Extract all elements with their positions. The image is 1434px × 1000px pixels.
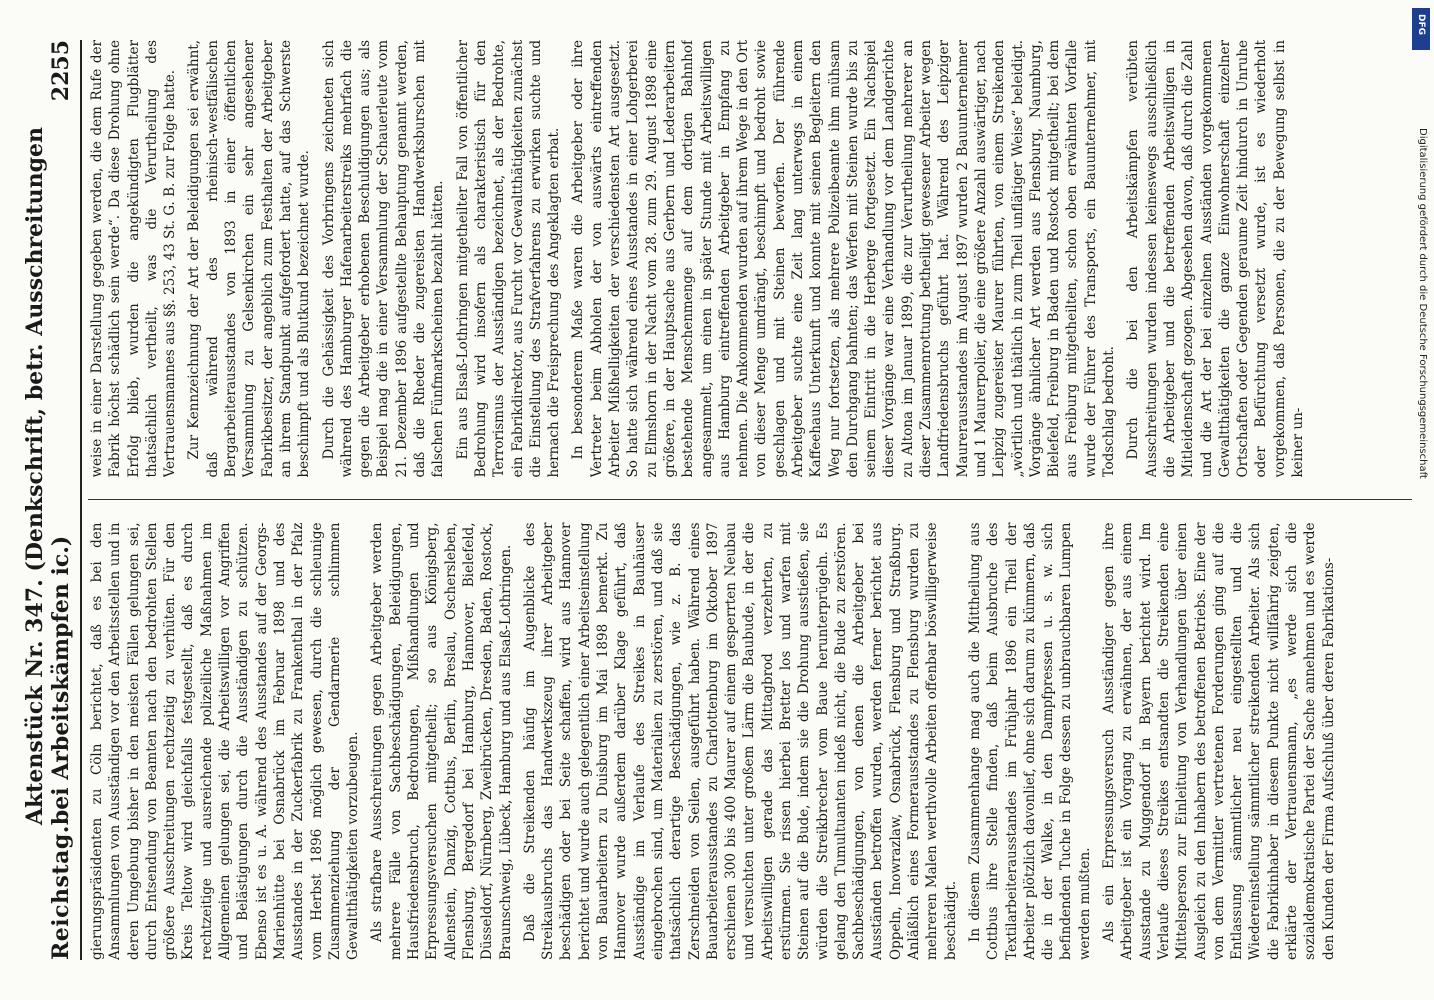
page-header bbox=[22, 40, 82, 960]
paragraph: Als strafbare Ausschreitungen gegen Arbeitgeber werden mehrere Fälle von Sachbeschädigungen, Beleidigungen, Hausfriedensbruch, Bedrohungen, Mißhandlungen und Erpressungsversuchen mitgetheilt; so aus Königsberg, Allenstein, Danzig, Cottbus, Berlin, Breslau, Oschersleben, Flensburg, Bergedorf bei Hamburg, Hannover, Bielefeld, Düsseldorf, Nürnberg, Zweibrücken, Dresden, Baden, Rostock, Braunschweig, Lübeck, Hamburg und aus Elsaß-Lothringen. bbox=[369, 522, 514, 960]
dfg-logo: DFG bbox=[1412, 8, 1430, 50]
paragraph: Daß die Streikenden häufig im Augenblicke des Streikausbruchs das Handwerkszeug ihrer Arbeitgeber beschädigen oder bei Seite schaffen, wird aus Hannover berichtet und wurde auch gelegentlich einer Arbeitseinstellung von Bauarbeitern zu Duisburg im Mai 1898 bemerkt. Zu Hannover wurde außerdem darüber Klage geführt, daß Ausständige im Verlaufe des Streikes in Bauhäuser eingebrochen sind, um Materialien zu zerstören, und daß sie thatsächlich derartige Beschädigungen, wie z. B. das Zerschneiden von Seilen, ausgeführt haben. Während eines Bauarbeiterausstandes zu Charlottenburg im Oktober 1897 erschienen 300 bis 400 Maurer auf einem gesperrten Neubau und versuchten unter großem Lärm die Baubude, in der die Arbeitswilligen gerade das Mittagbrod verzehrten, zu erstürmen. Sie rissen hierbei Bretter los und warfen mit Steinen auf die Bude, indem sie die Drohung ausstießen, sie würden die Streikbrecher vom Baue herunterprügeln. Es gelang den Tumultuanten indeß nicht, die Bude zu zerstören. Sachbeschädigungen, von denen die Arbeitgeber bei Ausständen betroffen wurden, werden ferner berichtet aus Oppeln, Inowrazlaw, Osnabrück, Flensburg und Straßburg. Anläßlich eines Formerausstandes zu Flensburg wurden zu mehreren Malen werthvolle Arbeiten offenbar böswilligerweise beschädigt. bbox=[521, 522, 959, 960]
paragraph: In besonderem Maße waren die Arbeitgeber oder ihre Vertreter beim Abholen der von auswärts eintreffenden Arbeiter Mißhelligkeiten der verschiedensten Art ausgesetzt. So hatte sich während eines Ausstandes in einer Lohgerberei zu Elmshorn in der Nacht vom 28. zum 29. August 1898 eine größere, in der Hauptsache aus Gerbern und Lederarbeitern bestehende Menschenmenge auf dem dortigen Bahnhof angesammelt, um einen in später Stunde mit Arbeitswilligen aus Hamburg eintreffenden Arbeitgeber in Empfang zu nehmen. Die Ankommenden wurden auf ihrem Wege in den Ort von dieser Menge umdrängt, beschimpft und bedroht sowie geschlagen und mit Steinen beworfen. Der führende Arbeitgeber suchte eine Zeit lang unterwegs in einem Kaffeehaus Unterkunft und konnte mit seinen Begleitern den Weg nur fortsetzen, als mehrere Polizeibeamte ihm mühsam den Durchgang bahnten; das Werfen mit Steinen wurde bis zu seinem Eintritt in die Herberge fortgesetzt. Ein Nachspiel dieser Vorgänge war eine Verhandlung vor dem Landgerichte zu Altona im Januar 1899, die zur Verurtheilung mehrerer an dieser Zusammenrottung betheiligt gewesener Arbeiter wegen Landfriedensbruchs geführt hat. Während des Leipziger Maurerausstandes im August 1897 wurden 2 Bauunternehmer und 1 Maurerpolier, die eine größere Anzahl auswärtiger, nach Leipzig zugereister Maurer führten, von einem Streikenden „wörtlich und thätlich in zum Theil unflätiger Weise“ beleidigt. Vorgänge ähnlicher Art werden aus Flensburg, Naumburg, Bielefeld, Freiburg in Baden und Rostock mitgetheilt; bei dem aus Freiburg mitgetheilten, schon oben erwähnten Vorfalle wurde der Führer des Transports, ein Bauunternehmer, mit Todschlag bedroht. bbox=[570, 40, 1118, 478]
paragraph: Als ein Erpressungsversuch Ausständiger gegen ihre Arbeitgeber ist ein Vorgang zu erwähnen, der aus einem Ausstande zu Muggendorf in Bayern berichtet wird. Im Verlaufe dieses Streikes entsandten die Streikenden eine Mittelsperson zur Einleitung von Verhandlungen über einen Ausgleich zu den Inhabern des betroffenen Betriebs. Eine der von dem Vermittler vertretenen Forderungen ging auf die Entlassung sämmtlicher neu eingestellten und die Wiedereinstellung sämmtlicher streikenden Arbeiter. Als sich die Fabrikinhaber in diesem Punkte nicht willfährig zeigten, erklärte der Vertrauensmann, „es werde sich die sozialdemokratische Partei der Sache annehmen und es werde den Kunden der Firma Aufschluß über deren Fabrikations- bbox=[1101, 522, 1337, 960]
page-number: 2255 bbox=[48, 40, 74, 102]
paragraph: Durch die Gehässigkeit des Vorbringens zeichneten sich während des Hamburger Hafenarbeiterstreiks mehrfach die gegen die Arbeitgeber erhobenen Beschuldigungen aus; als Beispiel mag die in einer Versammlung der Schauerleute vom 21. Dezember 1896 aufgestellte Behauptung genannt werden, daß die Rheder die zugereisten Handwerksburschen mit falschen Fünfmarkscheinen bezahlt hätten. bbox=[320, 40, 447, 478]
paragraph: Ein aus Elsaß-Lothringen mitgetheilter Fall von öffentlicher Bedrohung wird insofern als charakteristisch für den Terrorismus der Ausständigen bezeichnet, als der Bedrohte, ein Fabrikdirektor, aus Furcht vor Gewaltthätigkeiten zunächst die Einstellung des Strafverfahrens zu erwirken suchte und hernach die Freisprechung des Angeklagten erbat. bbox=[454, 40, 563, 478]
paragraph: Durch die bei den Arbeitskämpfen verübten Ausschreitungen wurden indessen keineswegs ausschließlich die Arbeitgeber und die betreffenden Arbeitswilligen in Mitleidenschaft gezogen. Abgesehen davon, daß durch die Zahl und die Art der bei einzelnen Ausständen vorgekommenen Gewaltthätigkeiten die ganze Einwohnerschaft einzelner Ortschaften oder Gegenden geraume Zeit hindurch in Unruhe oder Befürchtung versetzt wurde, ist es wiederholt vorgekommen, daß Personen, die zu der Bewegung selbst in keiner un- bbox=[1125, 40, 1306, 478]
digitization-note: Digitalisierung gefördert durch die Deutsche Forschungsgemeinschaft bbox=[1417, 128, 1428, 479]
paragraph: weise in einer Darstellung gegeben werden, die dem Rufe der Fabrik höchst schädlich sein werde“. Da diese Drohung ohne Erfolg blieb, wurden die angekündigten Flugblätter thatsächlich vertheilt, was die Verurtheilung des Vertrauensmannes aus §§. 253, 43 St. G. B. zur Folge hatte. bbox=[89, 40, 179, 478]
column-divider bbox=[88, 500, 1412, 501]
paragraph: gierungspräsidenten zu Cöln berichtet, daß es bei den Ansammlungen von Ausständigen vor den Arbeitsstellen und in deren Umgebung bisher in den meisten Fällen gelungen sei, durch Entsendung von Beamten nach den bedrohten Stellen größere Ausschreitungen rechtzeitig zu verhüten. Für den Kreis Teltow wird gleichfalls festgestellt, daß es durch rechtzeitige und ausreichende polizeiliche Maßnahmen im Allgemeinen gelungen sei, die Arbeitswilligen vor Angriffen und Belästigungen durch die Ausständigen zu schützen. Ebenso ist es u. A. während des Ausstandes auf der Georgs-Marienhütte bei Osnabrück im Februar 1898 und des Ausstandes in der Zuckerfabrik zu Frankenthal in der Pfalz vom Herbst 1896 möglich gewesen, durch die schleunige Zusammenziehung der Gendarmerie schlimmen Gewaltthätigkeiten vorzubeugen. bbox=[89, 522, 362, 960]
paragraph: In diesem Zusammenhange mag auch die Mittheilung aus Cottbus ihre Stelle finden, daß beim Ausbruche des Textilarbeiterausstandes im Frühjahr 1896 ein Theil der Arbeiter plötzlich davonlief, ohne sich darum zu kümmern, daß die in der Walke, in den Dampfpressen u. s. w. sich befindenden Tuche in Folge dessen zu unbrauchbaren Lumpen werden mußten. bbox=[966, 522, 1093, 960]
digitization-sidebar bbox=[1410, 8, 1434, 992]
text-column-right bbox=[88, 40, 1412, 478]
paragraph: Zur Kennzeichnung der Art der Beleidigungen sei erwähnt, daß während des rheinisch-westfälischen Bergarbeiterausstandes von 1893 in einer öffentlichen Versammlung zu Gelsenkirchen ein sehr angesehener Fabrikbesitzer, der angeblich zum Festhalten der Arbeitgeber an ihrem Standpunkt aufgefordert hatte, auf das Schwerste beschimpft und als Blutkund bezeichnet wurde. bbox=[186, 40, 313, 478]
text-column-left bbox=[88, 523, 1412, 961]
text-columns bbox=[88, 40, 1412, 960]
header-left: Reichstag. bbox=[48, 825, 74, 960]
header-title: Aktenstück Nr. 347. (Denkschrift, betr. Ausschreitungen bei Arbeitskämpfen ic.) bbox=[22, 127, 74, 826]
